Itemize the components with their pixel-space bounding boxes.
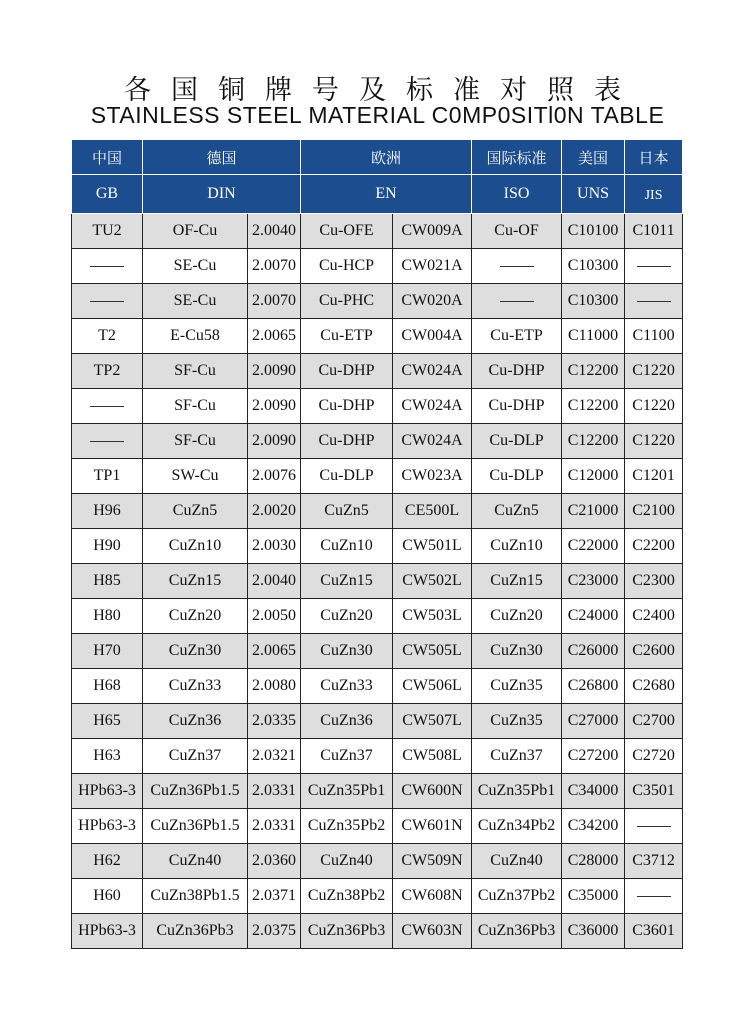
cell-uns: C12200 <box>562 424 625 459</box>
cell-din: CuZn36 <box>143 704 248 739</box>
cell-uns: C26800 <box>562 669 625 704</box>
cell-jis: C2100 <box>625 494 683 529</box>
header-standard-en: EN <box>301 175 472 214</box>
cell-din: SE-Cu <box>143 249 248 284</box>
table-row <box>72 704 683 739</box>
cell-gb: H63 <box>72 739 143 774</box>
cell-en: Cu-DLP <box>301 459 393 494</box>
cell-din: CuZn10 <box>143 529 248 564</box>
cell-en-no: CW501L <box>393 529 472 564</box>
cell-jis <box>625 809 683 844</box>
table-row <box>72 879 683 914</box>
header-country-europe: 欧洲 <box>301 140 472 175</box>
cell-uns: C10300 <box>562 249 625 284</box>
cell-gb: TU2 <box>72 214 143 249</box>
cell-en: CuZn36Pb3 <box>301 914 393 949</box>
cell-din: SW-Cu <box>143 459 248 494</box>
cell-jis: C3712 <box>625 844 683 879</box>
cell-en-no: CW009A <box>393 214 472 249</box>
table-row <box>72 459 683 494</box>
cell-en-no: CW503L <box>393 599 472 634</box>
table-row <box>72 844 683 879</box>
cell-jis: C2700 <box>625 704 683 739</box>
cell-iso: CuZn34Pb2 <box>472 809 562 844</box>
cell-uns: C23000 <box>562 564 625 599</box>
cell-gb: T2 <box>72 319 143 354</box>
cell-iso <box>472 249 562 284</box>
cell-en: CuZn35Pb1 <box>301 774 393 809</box>
cell-en: CuZn5 <box>301 494 393 529</box>
cell-en: CuZn40 <box>301 844 393 879</box>
cell-iso: Cu-OF <box>472 214 562 249</box>
cell-iso: Cu-ETP <box>472 319 562 354</box>
cell-iso: CuZn37 <box>472 739 562 774</box>
cell-iso: Cu-DLP <box>472 459 562 494</box>
cell-din-no: 2.0335 <box>248 704 301 739</box>
cell-uns: C34200 <box>562 809 625 844</box>
cell-jis: C1201 <box>625 459 683 494</box>
cell-en: Cu-DHP <box>301 424 393 459</box>
table-row <box>72 214 683 249</box>
header-standard-jis: JIS <box>625 175 683 214</box>
table-row <box>72 599 683 634</box>
cell-din-no: 2.0065 <box>248 634 301 669</box>
cell-en: CuZn38Pb2 <box>301 879 393 914</box>
table-row <box>72 284 683 319</box>
table-row <box>72 914 683 949</box>
cell-uns: C35000 <box>562 879 625 914</box>
cell-jis <box>625 249 683 284</box>
cell-uns: C24000 <box>562 599 625 634</box>
cell-en-no: CW506L <box>393 669 472 704</box>
header-country-germany: 德国 <box>143 140 301 175</box>
cell-jis: C1100 <box>625 319 683 354</box>
cell-gb: H60 <box>72 879 143 914</box>
cell-jis: C2680 <box>625 669 683 704</box>
cell-iso: CuZn35 <box>472 669 562 704</box>
cell-jis: C2720 <box>625 739 683 774</box>
cell-uns: C10300 <box>562 284 625 319</box>
cell-jis: C2400 <box>625 599 683 634</box>
cell-gb: H68 <box>72 669 143 704</box>
table-row <box>72 809 683 844</box>
cell-en-no: CW603N <box>393 914 472 949</box>
cell-din-no: 2.0360 <box>248 844 301 879</box>
dash-placeholder <box>637 896 671 897</box>
dash-placeholder <box>500 301 534 302</box>
cell-en-no: CW021A <box>393 249 472 284</box>
header-standard-iso: ISO <box>472 175 562 214</box>
cell-iso: CuZn10 <box>472 529 562 564</box>
table-row <box>72 634 683 669</box>
cell-din: OF-Cu <box>143 214 248 249</box>
cell-en-no: CE500L <box>393 494 472 529</box>
cell-en-no: CW505L <box>393 634 472 669</box>
cell-din: CuZn20 <box>143 599 248 634</box>
cell-en: Cu-OFE <box>301 214 393 249</box>
cell-din-no: 2.0375 <box>248 914 301 949</box>
dash-placeholder <box>637 301 671 302</box>
dash-placeholder <box>637 826 671 827</box>
cell-en: CuZn35Pb2 <box>301 809 393 844</box>
cell-din-no: 2.0070 <box>248 284 301 319</box>
table-row <box>72 494 683 529</box>
cell-uns: C26000 <box>562 634 625 669</box>
cell-en-no: CW601N <box>393 809 472 844</box>
cell-din-no: 2.0080 <box>248 669 301 704</box>
cell-din: CuZn36Pb3 <box>143 914 248 949</box>
header-country-china: 中国 <box>72 140 143 175</box>
cell-en: CuZn36 <box>301 704 393 739</box>
cell-en-no: CW023A <box>393 459 472 494</box>
cell-din: CuZn38Pb1.5 <box>143 879 248 914</box>
cell-en-no: CW004A <box>393 319 472 354</box>
dash-placeholder <box>500 266 534 267</box>
cell-jis <box>625 284 683 319</box>
dash-placeholder <box>90 406 124 407</box>
cell-gb: H80 <box>72 599 143 634</box>
table-row <box>72 424 683 459</box>
table-row <box>72 389 683 424</box>
cell-en-no: CW507L <box>393 704 472 739</box>
cell-din-no: 2.0050 <box>248 599 301 634</box>
cell-gb <box>72 249 143 284</box>
cell-din: SF-Cu <box>143 389 248 424</box>
cell-gb: HPb63-3 <box>72 809 143 844</box>
cell-en-no: CW608N <box>393 879 472 914</box>
cell-iso: CuZn35 <box>472 704 562 739</box>
dash-placeholder <box>637 266 671 267</box>
cell-jis: C3601 <box>625 914 683 949</box>
cell-iso: CuZn36Pb3 <box>472 914 562 949</box>
cell-gb: HPb63-3 <box>72 774 143 809</box>
cell-din-no: 2.0040 <box>248 214 301 249</box>
cell-din: CuZn5 <box>143 494 248 529</box>
cell-din: CuZn30 <box>143 634 248 669</box>
cell-uns: C34000 <box>562 774 625 809</box>
cell-iso: Cu-DHP <box>472 354 562 389</box>
cell-uns: C22000 <box>562 529 625 564</box>
cell-gb <box>72 284 143 319</box>
cell-din: CuZn40 <box>143 844 248 879</box>
cell-jis: C1220 <box>625 389 683 424</box>
cell-din: CuZn36Pb1.5 <box>143 774 248 809</box>
dash-placeholder <box>90 301 124 302</box>
cell-en: CuZn10 <box>301 529 393 564</box>
table-row <box>72 669 683 704</box>
cell-din-no: 2.0371 <box>248 879 301 914</box>
cell-en: Cu-ETP <box>301 319 393 354</box>
cell-gb: H96 <box>72 494 143 529</box>
cell-din: CuZn33 <box>143 669 248 704</box>
dash-placeholder <box>90 266 124 267</box>
cell-din-no: 2.0065 <box>248 319 301 354</box>
cell-gb: H65 <box>72 704 143 739</box>
cell-iso: Cu-DLP <box>472 424 562 459</box>
cell-en-no: CW020A <box>393 284 472 319</box>
cell-din-no: 2.0040 <box>248 564 301 599</box>
cell-uns: C27200 <box>562 739 625 774</box>
cell-iso: CuZn20 <box>472 599 562 634</box>
page-title-chinese: 各国铜牌号及标准对照表 <box>124 75 641 106</box>
cell-iso: Cu-DHP <box>472 389 562 424</box>
cell-en-no: CW508L <box>393 739 472 774</box>
cell-gb: H85 <box>72 564 143 599</box>
cell-uns: C12200 <box>562 389 625 424</box>
cell-en: CuZn30 <box>301 634 393 669</box>
cell-din-no: 2.0090 <box>248 389 301 424</box>
cell-en: Cu-HCP <box>301 249 393 284</box>
cell-uns: C28000 <box>562 844 625 879</box>
cell-din-no: 2.0331 <box>248 809 301 844</box>
cell-uns: C21000 <box>562 494 625 529</box>
cell-din: CuZn36Pb1.5 <box>143 809 248 844</box>
cell-jis: C2600 <box>625 634 683 669</box>
cell-en-no: CW024A <box>393 354 472 389</box>
cell-jis: C1220 <box>625 354 683 389</box>
cell-jis: C2300 <box>625 564 683 599</box>
cell-din-no: 2.0020 <box>248 494 301 529</box>
cell-en: Cu-PHC <box>301 284 393 319</box>
cell-iso: CuZn35Pb1 <box>472 774 562 809</box>
cell-iso: CuZn37Pb2 <box>472 879 562 914</box>
cell-uns: C27000 <box>562 704 625 739</box>
cell-jis: C1220 <box>625 424 683 459</box>
table-row <box>72 319 683 354</box>
cell-en: CuZn33 <box>301 669 393 704</box>
page-title-english: STAINLESS STEEL MATERIAL C0MP0SITl0N TABLE <box>90 102 665 128</box>
cell-en-no: CW502L <box>393 564 472 599</box>
cell-en: CuZn37 <box>301 739 393 774</box>
cell-din: SF-Cu <box>143 424 248 459</box>
cell-din-no: 2.0070 <box>248 249 301 284</box>
table-row <box>72 529 683 564</box>
cell-din-no: 2.0090 <box>248 354 301 389</box>
cell-din: SF-Cu <box>143 354 248 389</box>
cell-gb: TP1 <box>72 459 143 494</box>
header-country-japan: 日本 <box>625 140 683 175</box>
cell-jis <box>625 879 683 914</box>
cell-din-no: 2.0076 <box>248 459 301 494</box>
cell-uns: C12200 <box>562 354 625 389</box>
cell-din-no: 2.0331 <box>248 774 301 809</box>
cell-en-no: CW024A <box>393 389 472 424</box>
header-country-usa: 美国 <box>562 140 625 175</box>
cell-uns: C11000 <box>562 319 625 354</box>
cell-jis: C1011 <box>625 214 683 249</box>
cell-uns: C12000 <box>562 459 625 494</box>
cell-en: Cu-DHP <box>301 354 393 389</box>
cell-din: CuZn37 <box>143 739 248 774</box>
cell-jis: C3501 <box>625 774 683 809</box>
cell-en: CuZn20 <box>301 599 393 634</box>
header-standard-gb: GB <box>72 175 143 214</box>
cell-gb: HPb63-3 <box>72 914 143 949</box>
cell-iso <box>472 284 562 319</box>
header-country-international: 国际标准 <box>472 140 562 175</box>
cell-gb: H70 <box>72 634 143 669</box>
header-row-standards <box>72 175 683 214</box>
cell-din-no: 2.0321 <box>248 739 301 774</box>
dash-placeholder <box>90 441 124 442</box>
cell-gb: TP2 <box>72 354 143 389</box>
table-row <box>72 354 683 389</box>
cell-din: CuZn15 <box>143 564 248 599</box>
table-body <box>72 214 683 949</box>
table-row <box>72 739 683 774</box>
cell-iso: CuZn15 <box>472 564 562 599</box>
cell-uns: C10100 <box>562 214 625 249</box>
cell-jis: C2200 <box>625 529 683 564</box>
cell-iso: CuZn40 <box>472 844 562 879</box>
cell-din: E-Cu58 <box>143 319 248 354</box>
cell-gb: H62 <box>72 844 143 879</box>
table-row <box>72 249 683 284</box>
cell-en: CuZn15 <box>301 564 393 599</box>
cell-gb <box>72 424 143 459</box>
cell-iso: CuZn5 <box>472 494 562 529</box>
cell-en-no: CW600N <box>393 774 472 809</box>
cell-iso: CuZn30 <box>472 634 562 669</box>
cell-gb <box>72 389 143 424</box>
table-row <box>72 564 683 599</box>
cell-din-no: 2.0030 <box>248 529 301 564</box>
cell-gb: H90 <box>72 529 143 564</box>
cell-en-no: CW024A <box>393 424 472 459</box>
cell-en-no: CW509N <box>393 844 472 879</box>
header-standard-uns: UNS <box>562 175 625 214</box>
composition-table <box>71 139 683 949</box>
table-row <box>72 774 683 809</box>
cell-uns: C36000 <box>562 914 625 949</box>
cell-din-no: 2.0090 <box>248 424 301 459</box>
header-row-countries <box>72 140 683 175</box>
cell-din: SE-Cu <box>143 284 248 319</box>
cell-en: Cu-DHP <box>301 389 393 424</box>
header-standard-din: DIN <box>143 175 301 214</box>
